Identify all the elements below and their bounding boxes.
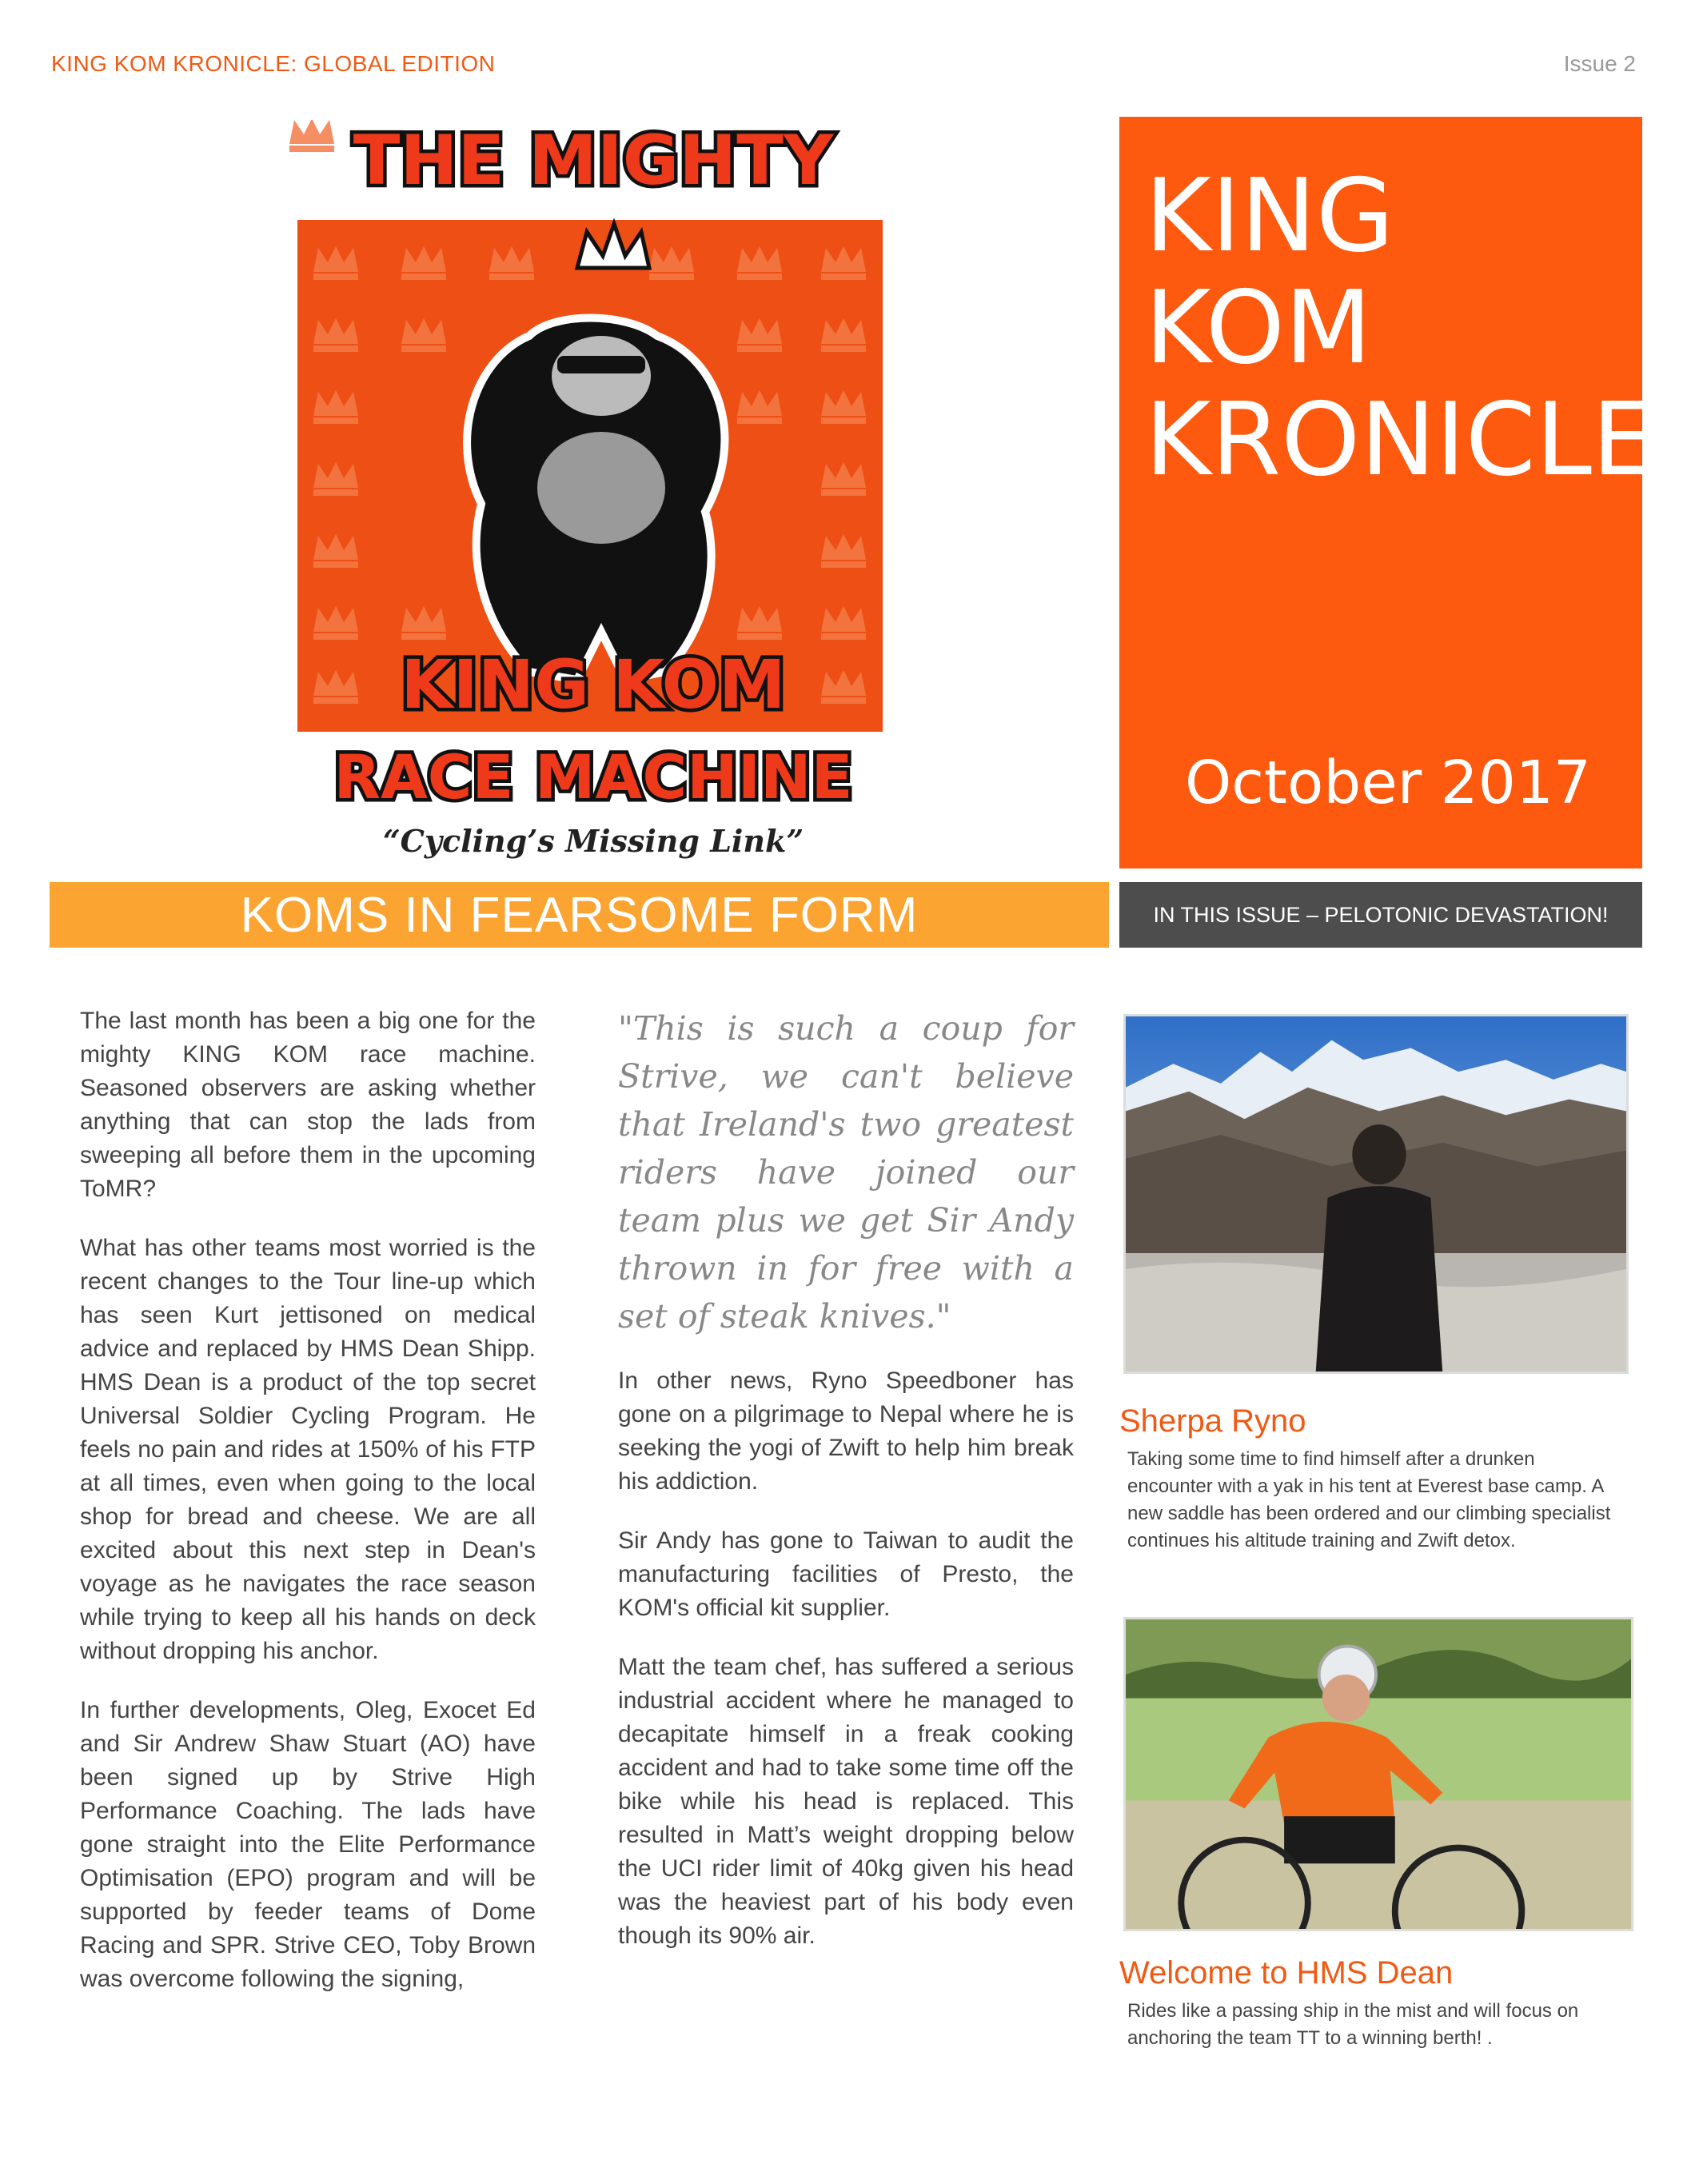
paragraph: What has other teams most worried is the recent changes to the Tour line-up which has seen Kurt jettisoned on medical advice and replaced by HMS Dean Shipp. HMS Dean is a product of the top secret Universal Soldier Cycling Program. He feels no pain and rides at 150% of his FTP at all times, even when going to the local shop for bread and cheese. We are all excited about this next step in Dean's voyage as he navigates the race season while trying to keep all his hands on deck without dropping his anchor. — [80, 1235, 536, 1664]
cyclist-photo-graphic — [1126, 1619, 1631, 1929]
logo-middle-text: KING KOM — [401, 645, 786, 724]
issue-number: Issue 2 — [1563, 51, 1636, 76]
paragraph: Matt the team chef, has suffered a serious industrial accident where he managed to decapitate himself in a freak cooking accident and had to take some time off the bike while his head is replaced. This resulted in Matt’s weight dropping below the UCI rider limit of 40kg given his head was the heaviest part of his body even though its 90% air. — [618, 1654, 1074, 1949]
paragraph: The last month has been a big one for the mighty KING KOM race machine. Seasoned observers are asking whether anything that can stop the lads from sweeping all before them in the upcoming ToMR? — [80, 1008, 536, 1202]
king-kom-logo — [289, 120, 897, 868]
article-column-2 — [618, 1004, 1074, 1978]
in-this-issue-text: IN THIS ISSUE – PELOTONIC DEVASTATION! — [1153, 902, 1609, 927]
masthead-date: October 2017 — [1185, 749, 1591, 817]
logo-top-text: THE MIGHTY — [353, 121, 834, 201]
logo-graphic — [289, 120, 897, 868]
caption-title-hms-dean: Welcome to HMS Dean — [1119, 1955, 1454, 1990]
photo-cyclist — [1123, 1617, 1633, 1931]
paragraph: Sir Andy has gone to Taiwan to audit the manufacturing facilities of Presto, the KOM's official kit supplier. — [618, 1527, 1074, 1621]
masthead-title: KING KOM KRONICLE — [1145, 157, 1656, 498]
paragraph: In other news, Ryno Speedboner has gone on a pilgrimage to Nepal where he is seeking the yogi of Zwift to help him break his addiction. — [618, 1367, 1074, 1495]
in-this-issue-bar — [1119, 882, 1642, 948]
logo-bottom-text: RACE MACHINE — [333, 741, 853, 813]
mountain-photo-graphic — [1126, 1016, 1626, 1371]
logo-tagline: “Cycling’s Missing Link” — [382, 823, 804, 859]
caption-text-hms-dean: Rides like a passing ship in the mist and will focus on anchoring the team TT to a winning berth! . — [1127, 2000, 1579, 2049]
photo-everest — [1123, 1014, 1629, 1374]
article-column-1 — [80, 1004, 536, 2022]
headline-text: KOMS IN FEARSOME FORM — [240, 887, 919, 943]
pull-quote: "This is such a coup for Strive, we can't believe that Ireland's two greatest riders have joined our team plus we get Sir Andy thrown in for free with a set of steak knives." — [618, 1009, 1074, 1336]
caption-title-sherpa-ryno: Sherpa Ryno — [1119, 1403, 1306, 1439]
running-title: KING KOM KRONICLE: GLOBAL EDITION — [51, 51, 496, 76]
paragraph: In further developments, Oleg, Exocet Ed and Sir Andrew Shaw Stuart (AO) have been signed up by Strive High Performance Coaching. The lads have gone straight into the Elite Performance Optimisation (EPO) program and will be supported by feeder teams of Dome Racing and SPR. Strive CEO, Toby Brown was overcome following the signing, — [80, 1697, 536, 1992]
caption-text-sherpa-ryno: Taking some time to find himself after a drunken encounter with a yak in his tent at Everest base camp. A new saddle has been ordered and our climbing specialist continues his altitude training and Zwift detox. — [1127, 1448, 1611, 1551]
headline-banner — [50, 882, 1109, 948]
